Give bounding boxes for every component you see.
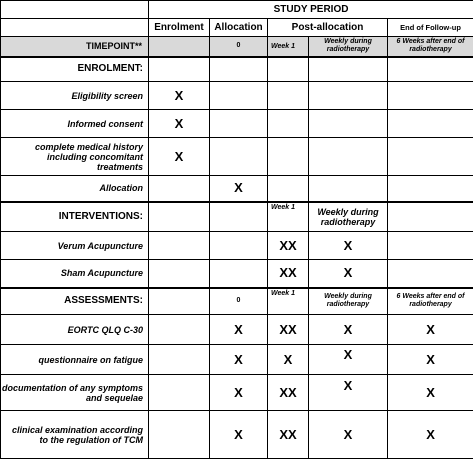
allocation-header: Allocation xyxy=(210,19,268,37)
allocation-mark: X xyxy=(210,411,268,459)
week1-mark: XX xyxy=(268,260,309,288)
weekly-mark: X xyxy=(309,232,388,260)
row-label: questionnaire on fatigue xyxy=(1,345,149,375)
allocation-mark: X xyxy=(210,345,268,375)
weekly-mark: X xyxy=(309,260,388,288)
assessments-allocation: 0 xyxy=(210,288,268,315)
row-label: EORTC QLQ C-30 xyxy=(1,315,149,345)
timepoint-week1: Week 1 xyxy=(268,43,308,50)
header-blank-cell xyxy=(1,1,149,19)
weekly-mark: X xyxy=(309,315,388,345)
table-row xyxy=(1,138,473,176)
timepoint-row xyxy=(1,37,473,57)
table-row xyxy=(1,411,473,459)
assessments-section-title: ASSESSMENTS: xyxy=(1,288,149,315)
timepoint-allocation: 0 xyxy=(210,37,268,57)
row-label: documentation of any symptoms and sequelae xyxy=(1,375,149,411)
table-row xyxy=(1,232,473,260)
assessments-title-row xyxy=(1,288,473,315)
week1-mark: XX xyxy=(268,375,309,411)
row-label: clinical examination according to the regulation of TCM xyxy=(1,411,149,459)
header-row-phases xyxy=(1,19,473,37)
interventions-title-row xyxy=(1,202,473,232)
end-mark: X xyxy=(388,345,473,375)
post-allocation-header: Post-allocation xyxy=(268,19,388,37)
allocation-mark: X xyxy=(210,315,268,345)
table-row xyxy=(1,375,473,411)
assessments-end: 6 Weeks after end of radiotherapy xyxy=(388,288,473,315)
row-label: Sham Acupuncture xyxy=(1,260,149,288)
enrolment-mark: X xyxy=(149,110,210,138)
assessments-week1: Week 1 xyxy=(268,290,308,297)
end-of-followup-header: End of Follow-up xyxy=(388,19,473,37)
table-row xyxy=(1,176,473,202)
row-label: Allocation xyxy=(1,176,149,202)
header-row-study-period xyxy=(1,1,473,19)
interventions-weekly: Weekly during radiotherapy xyxy=(309,202,388,232)
weekly-mark: X xyxy=(309,411,388,459)
week1-mark: X xyxy=(268,345,309,375)
enrolment-title-row xyxy=(1,57,473,82)
weekly-mark: X xyxy=(309,375,388,411)
table-row xyxy=(1,110,473,138)
timepoint-weekly: Weekly during radiotherapy xyxy=(309,37,388,57)
end-mark: X xyxy=(388,375,473,411)
allocation-mark: X xyxy=(210,176,268,202)
table-row xyxy=(1,345,473,375)
timepoint-label: TIMEPOINT** xyxy=(1,37,149,57)
allocation-mark: X xyxy=(210,375,268,411)
row-label: Verum Acupuncture xyxy=(1,232,149,260)
row-label: Eligibility screen xyxy=(1,82,149,110)
enrolment-header: Enrolment xyxy=(149,19,210,37)
timepoint-week1-cell xyxy=(268,37,309,57)
enrolment-mark: X xyxy=(149,82,210,110)
row-label: Informed consent xyxy=(1,110,149,138)
week1-mark: XX xyxy=(268,315,309,345)
study-period-header: STUDY PERIOD xyxy=(149,1,473,19)
table-row xyxy=(1,260,473,288)
table-row xyxy=(1,315,473,345)
header-blank-cell xyxy=(1,19,149,37)
weekly-mark: X xyxy=(309,345,388,375)
table-row xyxy=(1,82,473,110)
timepoint-end: 6 Weeks after end of radiotherapy xyxy=(388,37,473,57)
end-mark: X xyxy=(388,411,473,459)
interventions-week1: Week 1 xyxy=(268,204,308,211)
enrolment-mark: X xyxy=(149,138,210,176)
end-mark: X xyxy=(388,315,473,345)
week1-mark: XX xyxy=(268,411,309,459)
interventions-section-title: INTERVENTIONS: xyxy=(1,202,149,232)
enrolment-section-title: ENROLMENT: xyxy=(1,57,149,82)
row-label: complete medical history including concomitant treatments xyxy=(1,138,149,176)
assessments-weekly: Weekly during radiotherapy xyxy=(309,288,388,315)
week1-mark: XX xyxy=(268,232,309,260)
timepoint-enrolment-cell xyxy=(149,37,210,57)
